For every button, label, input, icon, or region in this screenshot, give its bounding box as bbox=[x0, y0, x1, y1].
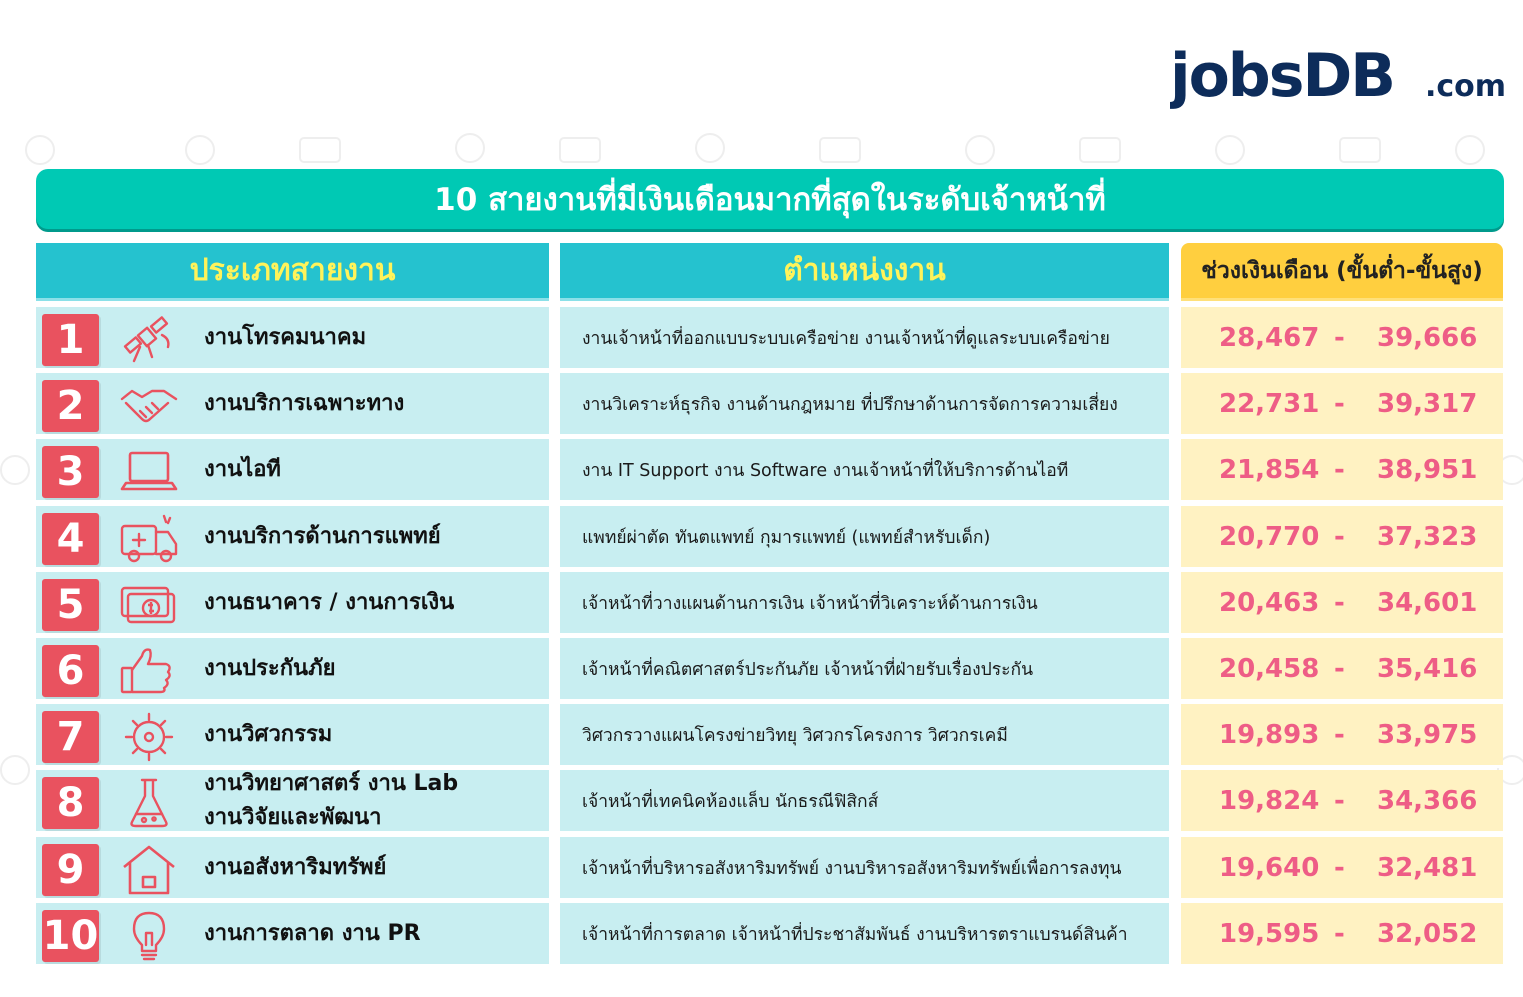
category-cell bbox=[36, 439, 549, 503]
ambulance-icon bbox=[118, 510, 180, 568]
category-name bbox=[204, 903, 543, 964]
salary-max: 38,951 bbox=[1377, 454, 1478, 485]
position-cell bbox=[560, 638, 1169, 702]
rank-badge: 3 bbox=[42, 446, 99, 498]
rank-badge: 1 bbox=[42, 314, 99, 366]
salary-max: 33,975 bbox=[1377, 719, 1478, 750]
flask-icon bbox=[118, 774, 180, 832]
laptop-icon bbox=[118, 443, 180, 501]
category-cell bbox=[36, 373, 549, 437]
position-text: เจ้าหน้าที่บริหารอสังหาริมทรัพย์ งานบริหารอสังหาริมทรัพย์เพื่อการลงทุน bbox=[582, 858, 1122, 879]
rank-badge: 9 bbox=[42, 844, 99, 896]
salary-cell bbox=[1181, 506, 1503, 570]
category-name bbox=[204, 704, 543, 765]
salary-cell bbox=[1181, 770, 1503, 834]
category-name bbox=[204, 373, 543, 434]
category-cell bbox=[36, 307, 549, 371]
rank-badge: 10 bbox=[42, 910, 99, 962]
position-cell bbox=[560, 903, 1169, 967]
salary-dash: - bbox=[1334, 454, 1345, 485]
category-line-1: งานบริการด้านการแพทย์ bbox=[204, 523, 441, 549]
salary-cell bbox=[1181, 572, 1503, 636]
category-line-1: งานวิศวกรรม bbox=[204, 721, 333, 747]
salary-max: 34,601 bbox=[1377, 587, 1478, 618]
header-category: ประเภทสายงาน bbox=[36, 243, 549, 301]
category-line-1: งานประกันภัย bbox=[204, 655, 336, 681]
handshake-icon bbox=[118, 377, 180, 435]
salary-min: 20,770 bbox=[1219, 521, 1320, 552]
category-name bbox=[204, 307, 543, 368]
position-cell bbox=[560, 373, 1169, 437]
rank-badge: 5 bbox=[42, 579, 99, 631]
category-cell bbox=[36, 572, 549, 636]
rank-badge: 2 bbox=[42, 380, 99, 432]
salary-cell bbox=[1181, 307, 1503, 371]
header-salary: ช่วงเงินเดือน (ขั้นต่ำ-ขั้นสูง) bbox=[1181, 243, 1503, 301]
salary-max: 32,052 bbox=[1377, 918, 1478, 949]
salary-dash: - bbox=[1334, 852, 1345, 883]
category-line-1: งานธนาคาร / งานการเงิน bbox=[204, 589, 455, 615]
salary-max: 39,317 bbox=[1377, 388, 1478, 419]
rank-badge: 7 bbox=[42, 711, 99, 763]
position-text: งานเจ้าหน้าที่ออกแบบระบบเครือข่าย งานเจ้าหน้าที่ดูแลระบบเครือข่าย bbox=[582, 328, 1110, 349]
category-cell bbox=[36, 837, 549, 901]
position-text: เจ้าหน้าที่วางแผนด้านการเงิน เจ้าหน้าที่วิเคราะห์ด้านการเงิน bbox=[582, 593, 1038, 614]
position-text: เจ้าหน้าที่เทคนิคห้องแล็บ นักธรณีฟิสิกส์ bbox=[582, 791, 879, 812]
salary-cell bbox=[1181, 704, 1503, 768]
category-cell bbox=[36, 506, 549, 570]
salary-min: 22,731 bbox=[1219, 388, 1320, 419]
house-icon bbox=[118, 841, 180, 899]
position-text: เจ้าหน้าที่การตลาด เจ้าหน้าที่ประชาสัมพันธ์ งานบริหารตราแบรนด์สินค้า bbox=[582, 924, 1128, 945]
logo-text-suffix: .com bbox=[1425, 69, 1507, 104]
category-cell bbox=[36, 903, 549, 967]
position-cell bbox=[560, 506, 1169, 570]
salary-max: 39,666 bbox=[1377, 322, 1478, 353]
salary-dash: - bbox=[1334, 785, 1345, 816]
position-cell bbox=[560, 704, 1169, 768]
salary-dash: - bbox=[1334, 521, 1345, 552]
category-name bbox=[204, 506, 543, 567]
header-position: ตำแหน่งงาน bbox=[560, 243, 1169, 301]
position-text: งาน IT Support งาน Software งานเจ้าหน้าที่ให้บริการด้านไอที bbox=[582, 460, 1069, 481]
salary-dash: - bbox=[1334, 322, 1345, 353]
category-name bbox=[204, 572, 543, 633]
position-cell bbox=[560, 439, 1169, 503]
salary-dash: - bbox=[1334, 587, 1345, 618]
salary-cell bbox=[1181, 903, 1503, 967]
salary-cell bbox=[1181, 373, 1503, 437]
page-title: 10 สายงานที่มีเงินเดือนมากที่สุดในระดับเจ้าหน้าที่ bbox=[36, 169, 1504, 229]
salary-dash: - bbox=[1334, 918, 1345, 949]
rank-badge: 8 bbox=[42, 777, 99, 829]
category-cell bbox=[36, 638, 549, 702]
money-icon bbox=[118, 576, 180, 634]
salary-cell bbox=[1181, 439, 1503, 503]
category-line-2: งานวิจัยและพัฒนา bbox=[204, 804, 382, 830]
position-text: งานวิเคราะห์ธุรกิจ งานด้านกฎหมาย ที่ปรึกษาด้านการจัดการความเสี่ยง bbox=[582, 394, 1118, 415]
salary-min: 19,893 bbox=[1219, 719, 1320, 750]
salary-min: 20,463 bbox=[1219, 587, 1320, 618]
lightbulb-icon bbox=[118, 907, 180, 965]
category-line-1: งานวิทยาศาสตร์ งาน Lab bbox=[204, 770, 459, 796]
salary-max: 32,481 bbox=[1377, 852, 1478, 883]
salary-dash: - bbox=[1334, 719, 1345, 750]
category-line-1: งานอสังหาริมทรัพย์ bbox=[204, 854, 387, 880]
jobsdb-logo bbox=[1170, 34, 1510, 114]
position-cell bbox=[560, 837, 1169, 901]
category-name bbox=[204, 439, 543, 500]
salary-max: 37,323 bbox=[1377, 521, 1478, 552]
position-cell bbox=[560, 307, 1169, 371]
position-cell bbox=[560, 770, 1169, 834]
gear-icon bbox=[118, 708, 180, 766]
position-text: เจ้าหน้าที่คณิตศาสตร์ประกันภัย เจ้าหน้าที่ฝ่ายรับเรื่องประกัน bbox=[582, 659, 1034, 680]
salary-min: 21,854 bbox=[1219, 454, 1320, 485]
salary-min: 20,458 bbox=[1219, 653, 1320, 684]
salary-cell bbox=[1181, 837, 1503, 901]
salary-min: 19,824 bbox=[1219, 785, 1320, 816]
position-text: วิศวกรวางแผนโครงข่ายวิทยุ วิศวกรโครงการ วิศวกรเคมี bbox=[582, 725, 1008, 746]
thumbs-up-icon bbox=[118, 642, 180, 700]
position-cell bbox=[560, 572, 1169, 636]
rank-badge: 6 bbox=[42, 645, 99, 697]
position-text: แพทย์ผ่าตัด ทันตแพทย์ กุมารแพทย์ (แพทย์สำหรับเด็ก) bbox=[582, 527, 991, 548]
salary-dash: - bbox=[1334, 653, 1345, 684]
salary-max: 34,366 bbox=[1377, 785, 1478, 816]
salary-min: 19,595 bbox=[1219, 918, 1320, 949]
category-line-1: งานบริการเฉพาะทาง bbox=[204, 390, 405, 416]
satellite-icon bbox=[118, 311, 180, 369]
salary-dash: - bbox=[1334, 388, 1345, 419]
category-cell bbox=[36, 704, 549, 768]
rank-badge: 4 bbox=[42, 513, 99, 565]
salary-min: 19,640 bbox=[1219, 852, 1320, 883]
category-name bbox=[204, 837, 543, 898]
salary-max: 35,416 bbox=[1377, 653, 1478, 684]
category-line-1: งานการตลาด งาน PR bbox=[204, 920, 421, 946]
salary-cell bbox=[1181, 638, 1503, 702]
category-line-1: งานไอที bbox=[204, 456, 281, 482]
logo-text-main: jobsDB bbox=[1170, 41, 1394, 111]
category-line-1: งานโทรคมนาคม bbox=[204, 324, 367, 350]
category-name bbox=[204, 770, 543, 831]
category-cell bbox=[36, 770, 549, 834]
salary-min: 28,467 bbox=[1219, 322, 1320, 353]
category-name bbox=[204, 638, 543, 699]
